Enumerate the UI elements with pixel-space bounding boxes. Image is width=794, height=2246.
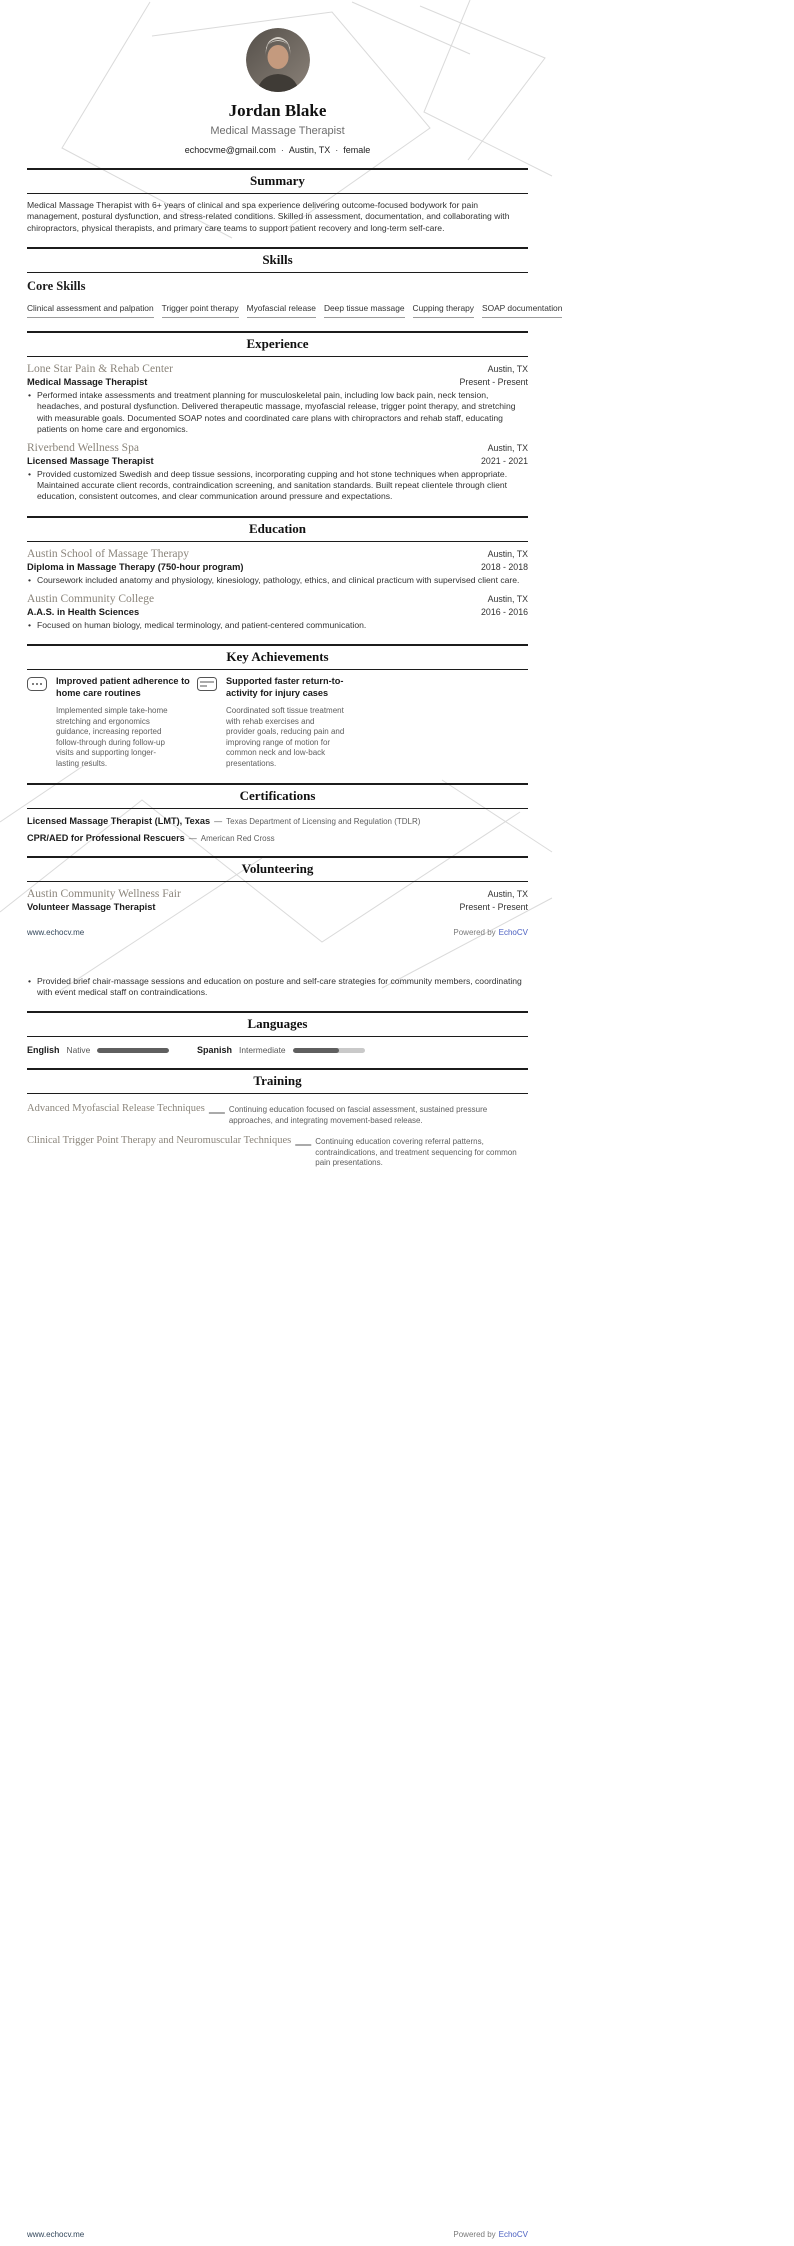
section-title: Volunteering bbox=[241, 860, 314, 876]
section-rule-bottom bbox=[27, 881, 528, 882]
job-title: Licensed Massage Therapist bbox=[27, 456, 154, 467]
section-rule-bottom bbox=[27, 272, 528, 273]
section-title: Key Achievements bbox=[226, 649, 329, 665]
page-break-gap bbox=[27, 937, 528, 973]
entry-location: Austin, TX bbox=[487, 593, 528, 604]
achievement-description: Coordinated soft tissue treatment with rehab exercises and provider goals, reducing pain and improving range of motion for common neck and low-back presentations. bbox=[226, 706, 345, 769]
certification-name: CPR/AED for Professional Rescuers bbox=[27, 832, 185, 843]
certification-issuer: Texas Department of Licensing and Regulation (TDLR) bbox=[226, 816, 421, 826]
dash-separator: — bbox=[214, 816, 223, 826]
contact-line bbox=[27, 145, 528, 155]
bullet-item: • Provided customized Swedish and deep tissue sessions, incorporating cupping and hot stone techniques when appropriate. Maintained accurate client records, contraindication screening, and sanitation standards. Built repeat clientele through client education, consistent outcomes, and clear communication around pressure and expectations. bbox=[27, 469, 528, 503]
section-rule-bottom bbox=[27, 1036, 528, 1037]
section-rule-bottom bbox=[27, 356, 528, 357]
school-name: Austin School of Massage Therapy bbox=[27, 547, 190, 560]
echocv-link[interactable]: EchoCV bbox=[498, 2230, 528, 2239]
section-volunteering bbox=[27, 856, 528, 998]
entry-location: Austin, TX bbox=[487, 443, 528, 454]
resume-header bbox=[27, 28, 528, 155]
section-rule-bottom bbox=[27, 808, 528, 809]
entry-dates: 2018 - 2018 bbox=[481, 561, 528, 572]
language-item bbox=[197, 1045, 367, 1055]
dash-separator: — bbox=[208, 1104, 225, 1122]
skill-item: Myofascial release bbox=[247, 303, 316, 318]
section-rule-top bbox=[27, 1011, 528, 1013]
language-name: Spanish bbox=[197, 1045, 233, 1056]
entry-dates: 2021 - 2021 bbox=[481, 456, 528, 467]
company-name: Riverbend Wellness Spa bbox=[27, 442, 139, 455]
degree-title: A.A.S. in Health Sciences bbox=[27, 606, 140, 617]
bullet-item: • Focused on human biology, medical terminology, and patient-centered communication. bbox=[27, 620, 528, 631]
language-name: English bbox=[27, 1045, 60, 1056]
candidate-name: Jordan Blake bbox=[228, 101, 327, 120]
achievement-item bbox=[197, 676, 367, 770]
language-proficiency-bar bbox=[293, 1048, 365, 1053]
bullet-item: • Coursework included anatomy and physiology, kinesiology, pathology, ethics, and clinical practicum with supervised client care. bbox=[27, 575, 528, 586]
entry-location: Austin, TX bbox=[487, 888, 528, 899]
section-title: Certifications bbox=[239, 787, 316, 803]
section-title: Experience bbox=[246, 336, 309, 352]
training-name: Clinical Trigger Point Therapy and Neuromuscular Techniques bbox=[27, 1135, 292, 1147]
skill-item: Cupping therapy bbox=[413, 303, 474, 318]
entry-bullets bbox=[27, 620, 528, 631]
ellipsis-icon bbox=[27, 677, 47, 770]
email-text: echocvme@gmail.com bbox=[184, 145, 276, 155]
section-experience bbox=[27, 331, 528, 502]
section-rule-bottom bbox=[27, 669, 528, 670]
language-level: Intermediate bbox=[239, 1045, 286, 1056]
certification-name: Licensed Massage Therapist (LMT), Texas bbox=[27, 815, 211, 826]
language-proficiency-bar bbox=[97, 1048, 169, 1053]
skills-group-title: Core Skills bbox=[27, 279, 86, 294]
entry-bullets bbox=[27, 575, 528, 586]
entry-bullets bbox=[27, 976, 528, 998]
section-rule-top bbox=[27, 516, 528, 518]
resume-content bbox=[0, 28, 563, 1169]
training-description: Continuing education covering referral patterns, contraindications, and treatment sequencing for common pain presentations. bbox=[315, 1137, 517, 1168]
entry-dates: Present - Present bbox=[459, 377, 528, 388]
dot-separator: · bbox=[280, 145, 284, 155]
section-languages bbox=[27, 1011, 528, 1055]
company-name: Lone Star Pain & Rehab Center bbox=[27, 363, 173, 376]
skills-list bbox=[27, 303, 563, 318]
section-skills bbox=[27, 247, 563, 318]
entry-location: Austin, TX bbox=[487, 364, 528, 375]
section-rule-top bbox=[27, 331, 528, 333]
site-link[interactable]: www.echocv.me bbox=[27, 927, 85, 937]
dash-separator: — bbox=[295, 1136, 312, 1154]
section-title: Training bbox=[253, 1073, 302, 1089]
job-title: Medical Massage Therapist bbox=[27, 377, 148, 388]
summary-text: Medical Massage Therapist with 6+ years of clinical and spa experience delivering outcome-focused bodywork for pain management, postural dysfunction, and stress-related conditions. Skilled in assessment, documentation, and collaborating with chiropractors, physical therapists, and primary care teams to support patient recovery and long-term self-care. bbox=[27, 200, 510, 233]
achievement-item bbox=[27, 676, 197, 770]
entry-location: Austin, TX bbox=[487, 548, 528, 559]
volunteer-title: Volunteer Massage Therapist bbox=[27, 901, 156, 912]
card-icon bbox=[197, 677, 217, 770]
languages-list bbox=[27, 1045, 528, 1055]
page2-footer bbox=[27, 2230, 528, 2239]
certification-issuer: American Red Cross bbox=[200, 833, 275, 843]
section-certifications bbox=[27, 783, 528, 843]
location-text: Austin, TX bbox=[288, 145, 331, 155]
experience-entry bbox=[27, 442, 528, 503]
entry-bullets bbox=[27, 469, 528, 503]
profile-photo bbox=[246, 28, 310, 92]
section-education bbox=[27, 516, 528, 631]
section-rule-bottom bbox=[27, 1093, 528, 1094]
volunteering-entry bbox=[27, 888, 528, 912]
language-bar-fill bbox=[293, 1048, 340, 1053]
certification-item bbox=[27, 833, 528, 843]
gender-text: female bbox=[343, 145, 371, 155]
powered-by: Powered by EchoCV bbox=[453, 2230, 528, 2239]
training-item bbox=[27, 1135, 528, 1169]
powered-by: Powered by EchoCV bbox=[453, 927, 528, 937]
language-level: Native bbox=[66, 1045, 91, 1056]
training-description: Continuing education focused on fascial assessment, sustained pressure approaches, and integrating movement-based release. bbox=[228, 1105, 488, 1125]
page1-footer bbox=[27, 928, 528, 937]
section-rule-top bbox=[27, 783, 528, 785]
organization-name: Austin Community Wellness Fair bbox=[27, 887, 181, 900]
echocv-link[interactable]: EchoCV bbox=[498, 927, 528, 937]
entry-bullets bbox=[27, 390, 528, 435]
section-training bbox=[27, 1068, 528, 1169]
bullet-item: • Performed intake assessments and treatment planning for musculoskeletal pain, including low back pain, neck tension, headaches, and postural dysfunction. Delivered therapeutic massage, myofascial release, trigger point therapy, and stretching with measurable goals. Documented SOAP notes and coordinated care plans with chiropractors and rehab staff, educating patients on home care and ergonomics. bbox=[27, 390, 528, 435]
dot-separator: · bbox=[335, 145, 339, 155]
school-name: Austin Community College bbox=[27, 592, 155, 605]
site-link[interactable]: www.echocv.me bbox=[27, 2230, 85, 2239]
section-rule-top bbox=[27, 1068, 528, 1070]
section-title: Languages bbox=[247, 1016, 308, 1032]
achievement-title: Improved patient adherence to home care routines bbox=[56, 676, 190, 698]
section-rule-top bbox=[27, 856, 528, 858]
candidate-title: Medical Massage Therapist bbox=[210, 125, 345, 137]
section-summary bbox=[27, 168, 528, 234]
section-rule-top bbox=[27, 168, 528, 170]
certification-item bbox=[27, 816, 528, 826]
skill-item: Clinical assessment and palpation bbox=[27, 303, 154, 318]
section-title: Education bbox=[248, 520, 307, 536]
entry-dates: 2016 - 2016 bbox=[481, 606, 528, 617]
experience-entry bbox=[27, 363, 528, 435]
section-rule-bottom bbox=[27, 193, 528, 194]
education-entry bbox=[27, 593, 528, 631]
section-title: Summary bbox=[250, 173, 305, 188]
section-rule-bottom bbox=[27, 541, 528, 542]
training-item bbox=[27, 1103, 528, 1126]
section-title: Skills bbox=[262, 252, 293, 268]
education-entry bbox=[27, 548, 528, 586]
skill-item: Trigger point therapy bbox=[162, 303, 239, 318]
achievements-grid bbox=[27, 676, 528, 770]
language-bar-fill bbox=[97, 1048, 169, 1053]
achievement-title: Supported faster return-to-activity for injury cases bbox=[226, 676, 344, 698]
section-key-achievements bbox=[27, 644, 528, 770]
skill-item: Deep tissue massage bbox=[324, 303, 405, 318]
profile-photo-graphic bbox=[246, 28, 310, 92]
entry-dates: Present - Present bbox=[459, 901, 528, 912]
section-rule-top bbox=[27, 247, 528, 249]
bullet-item: • Provided brief chair-massage sessions and education on posture and self-care strategies for community members, coordinating with event medical staff on contraindications. bbox=[27, 976, 528, 998]
language-item bbox=[27, 1045, 197, 1055]
achievement-description: Implemented simple take-home stretching and ergonomics guidance, increasing reported follow-through during follow-up visits and supporting longer-lasting results. bbox=[56, 706, 168, 769]
section-rule-top bbox=[27, 644, 528, 646]
training-name: Advanced Myofascial Release Techniques bbox=[27, 1103, 205, 1115]
degree-title: Diploma in Massage Therapy (750-hour program) bbox=[27, 561, 244, 572]
skill-item: SOAP documentation bbox=[482, 303, 562, 318]
dash-separator: — bbox=[188, 833, 197, 843]
